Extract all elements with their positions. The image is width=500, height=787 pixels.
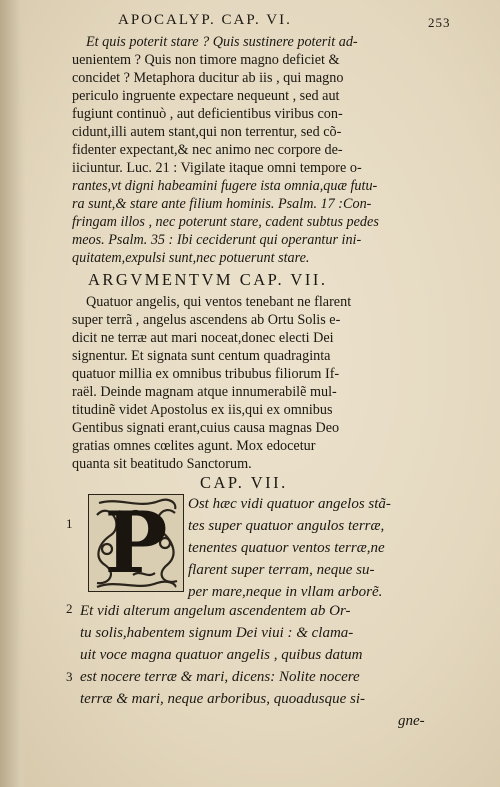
decorated-initial xyxy=(88,494,184,592)
commentary-line: quitatem,expulsi sunt,nec potuerunt stare. xyxy=(72,250,310,266)
argument-line: dicit ne terræ aut mari noceat,donec electi Dei xyxy=(72,330,334,346)
chapter-line: gne- xyxy=(398,713,425,729)
commentary-line: ra sunt,& stare ante filium hominis. Psalm. 17 :Con- xyxy=(72,196,372,212)
commentary-line: concidet ? Metaphora ducitur ab iis , qui magno xyxy=(72,70,344,86)
commentary-line: fringam illos , nec poterunt stare, cadent subtus pedes xyxy=(72,214,379,230)
chapter-line: est nocere terræ & mari, dicens: Nolite nocere xyxy=(80,669,360,685)
argument-line: Gentibus signati erant,cuius causa magnas Deo xyxy=(72,420,340,436)
commentary-line: rantes,vt digni habeamini fugere ista omnia,quæ futu- xyxy=(72,178,378,194)
commentary-line: iiciuntur. Luc. 21 : Vigilate itaque omni tempore o- xyxy=(72,160,362,176)
chapter-line: uit voce magna quatuor angelis , quibus datum xyxy=(80,647,363,663)
chapter-line: flarent super terram, neque su- xyxy=(188,562,375,578)
running-title: APOCALYP. CAP. VI. xyxy=(118,12,292,28)
chapter-line: Ost hæc vidi quatuor angelos stã- xyxy=(188,496,391,512)
chapter-line: per mare,neque in vllam arborẽ. xyxy=(188,584,383,600)
argument-line: quanta sit beatitudo Sanctorum. xyxy=(72,456,252,472)
commentary-line: meos. Psalm. 35 : Ibi ceciderunt qui operantur ini- xyxy=(72,232,362,248)
argument-line: titudinẽ videt Apostolus ex iis,qui ex omnibus xyxy=(72,402,333,418)
argument-line: quatuor millia ex omnibus tribubus filiorum If- xyxy=(72,366,340,382)
verse-number: 2 xyxy=(66,601,73,616)
initial-letter: P xyxy=(104,493,168,592)
argument-heading: ARGVMENTVM CAP. VII. xyxy=(88,270,328,289)
commentary-line: periculo ingruente expectare nequeunt , sed aut xyxy=(72,88,340,104)
chapter-line: tes super quatuor angulos terræ, xyxy=(188,518,385,534)
chapter-line: tu solis,habentem signum Dei viui : & clama- xyxy=(80,625,354,641)
chapter-heading: CAP. VII. xyxy=(200,473,288,492)
argument-line: gratias omnes cœlites agunt. Mox edocetur xyxy=(72,438,316,454)
argument-line: raël. Deinde magnam atque innumerabilẽ mul- xyxy=(72,384,337,400)
verse-number: 1 xyxy=(66,516,73,531)
commentary-line: uenientem ? Quis non timore magno deficiet & xyxy=(72,52,340,68)
argument-line: Quatuor angelis, qui ventos tenebant ne flarent xyxy=(86,294,352,310)
argument-line: super terrã , angelus ascendens ab Ortu Solis e- xyxy=(72,312,341,328)
verse-number: 3 xyxy=(66,669,73,684)
argument-line: signentur. Et signata sunt centum quadraginta xyxy=(72,348,331,364)
page-gutter-shadow xyxy=(0,0,26,787)
commentary-line: cidunt,illi autem stant,qui non terrentur, sed cõ- xyxy=(72,124,342,140)
folio-number: 253 xyxy=(428,15,451,30)
chapter-line: terræ & mari, neque arboribus, quoadusque si- xyxy=(80,691,365,707)
commentary-line: fugiunt continuò , aut deficientibus viribus con- xyxy=(72,106,343,122)
commentary-line: fidenter expectant,& nec animo nec corpore de- xyxy=(72,142,343,158)
commentary-line: Et quis poterit stare ? Quis sustinere poterit ad- xyxy=(86,34,358,50)
chapter-line: tenentes quatuor ventos terræ,ne xyxy=(188,540,385,556)
chapter-line: Et vidi alterum angelum ascendentem ab Or- xyxy=(80,603,351,619)
